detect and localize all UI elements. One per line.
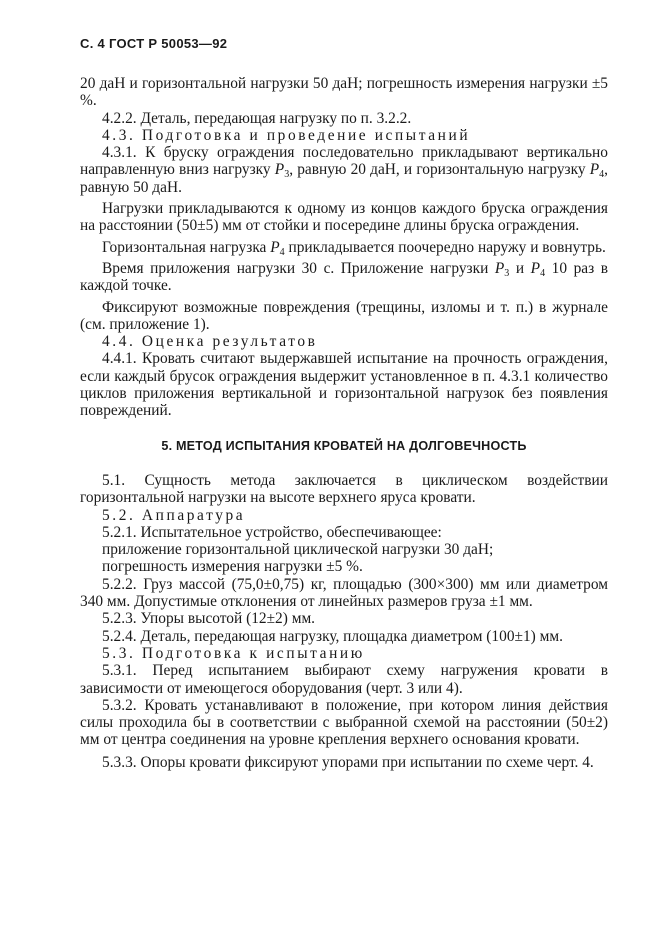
- paragraph-load-application: Нагрузки прикладываются к одному из концов каждого бруска ограждения на расстоянии (50±5) мм от стойки и посередине длины бруска ограждения.: [80, 200, 608, 235]
- paragraph-4-4-1: 4.4.1. Кровать считают выдержавшей испытание на прочность ограждения, если каждый брусок ограждения выдержит установленное в п. 4.3.1 количество циклов приложения вертикальной и горизонтальной нагрузок без появления повреждений.: [80, 350, 608, 420]
- text-fragment: прикладывается поочередно наружу и вовнутрь.: [284, 238, 606, 256]
- heading-4-4: 4.4. Оценка результатов: [102, 333, 318, 351]
- paragraph-5-1: 5.1. Сущность метода заключается в циклическом воздействии горизонтальной нагрузки на высоте верхнего яруса кровати.: [80, 471, 608, 507]
- paragraph-5-3-3: 5.3.3. Опоры кровати фиксируют упорами при испытании по схеме черт. 4.: [102, 753, 594, 771]
- paragraph-horizontal-load: [80, 239, 608, 256]
- text-fragment: Горизонтальная нагрузка: [102, 238, 271, 256]
- list-item-measurement-error: погрешность измерения нагрузки ±5 %.: [102, 558, 363, 576]
- paragraph-5-2-1: 5.2.1. Испытательное устройство, обеспечивающее:: [102, 523, 442, 541]
- document-body: [80, 75, 608, 771]
- paragraph-5-2-3: 5.2.3. Упоры высотой (12±2) мм.: [102, 610, 316, 628]
- heading-4-3: 4.3. Подготовка и проведение испытаний: [102, 126, 471, 144]
- list-item-cyclic-load: приложение горизонтальной циклической нагрузки 30 даН;: [102, 541, 494, 559]
- symbol-p4: P: [589, 161, 600, 179]
- paragraph-load-time: [80, 260, 608, 295]
- text-fragment: 4.3.1. К бруску ограждения последовательно прикладывают вертикально направленную вниз нагрузку: [80, 144, 608, 179]
- text-fragment: , равную 50 даН.: [80, 161, 608, 196]
- text-fragment: и: [509, 259, 531, 277]
- section-5-title: 5. МЕТОД ИСПЫТАНИЯ КРОВАТЕЙ НА ДОЛГОВЕЧНОСТЬ: [161, 438, 527, 453]
- subscript: 3: [284, 169, 290, 181]
- text-fragment: 10 раз в каждой точке.: [80, 259, 608, 295]
- subscript: 4: [599, 169, 605, 181]
- paragraph-5-3-1: 5.3.1. Перед испытанием выбирают схему нагружения кровати в зависимости от имеющегося оборудования (черт. 3 или 4).: [80, 662, 608, 697]
- paragraph-load-continuation: 20 даН и горизонтальной нагрузки 50 даН; погрешность измерения нагрузки ±5 %.: [80, 75, 608, 110]
- heading-5-3: 5.3. Подготовка к испытанию: [102, 644, 365, 662]
- paragraph-damage-record: Фиксируют возможные повреждения (трещины, изломы и т. п.) в журнале (см. приложение 1).: [80, 298, 608, 333]
- symbol-p3: P: [274, 161, 285, 179]
- symbol-p4: P: [270, 238, 280, 256]
- paragraph-4-2-2: 4.2.2. Деталь, передающая нагрузку по п. 3.2.2.: [102, 109, 412, 127]
- symbol-p4: P: [530, 259, 541, 277]
- text-fragment: , равную 20 даН, и горизонтальную нагрузку: [289, 161, 590, 179]
- paragraph-4-3-1: [80, 144, 608, 196]
- text-fragment: Время приложения нагрузки 30 с. Приложение нагрузки: [102, 259, 495, 277]
- subscript: 4: [279, 246, 285, 258]
- paragraph-5-2-2: 5.2.2. Груз массой (75,0±0,75) кг, площадью (300×300) мм или диаметром 340 мм. Допустимые отклонения от линейных размеров груза ±1 мм.: [80, 575, 608, 611]
- paragraph-5-2-4: 5.2.4. Деталь, передающая нагрузку, площадка диаметром (100±1) мм.: [102, 627, 563, 645]
- subscript: 3: [504, 267, 510, 279]
- subscript: 4: [540, 267, 546, 279]
- heading-5-2: 5.2. Аппаратура: [102, 506, 246, 524]
- symbol-p3: P: [494, 259, 505, 277]
- page-header: С. 4 ГОСТ Р 50053—92: [80, 36, 228, 51]
- paragraph-5-3-2: 5.3.2. Кровать устанавливают в положение, при котором линия действия силы проходила бы в соответствии с выбранной схемой на расстоянии (50±2) мм от центра соединения на уровне крепления верхнего основания кровати.: [80, 696, 608, 749]
